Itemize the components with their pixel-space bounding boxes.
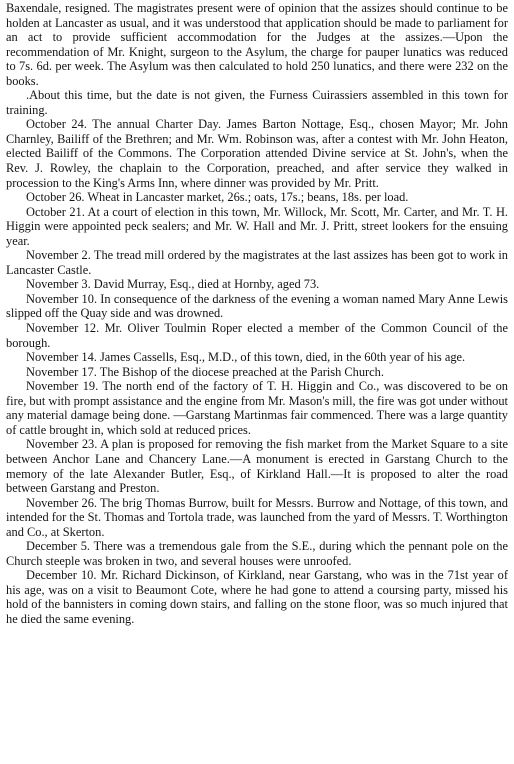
paragraph-november-26: November 26. The brig Thomas Burrow, built for Messrs. Burrow and Nottage, of this town, and intended for the St. Thomas and Tortola trade, was launched from the yard of Messrs. T. Worthington and Co., at Skerton.	[6, 495, 508, 539]
paragraph-november-10: November 10. In consequence of the darkness of the evening a woman named Mary Anne Lewis slipped off the Quay side and was drowned.	[6, 291, 508, 321]
paragraph-october-21: October 21. At a court of election in this town, Mr. Willock, Mr. Scott, Mr. Carter, and Mr. T. H. Higgin were appointed peck sealers; and Mr. W. Hall and Mr. J. Pritt, street lookers for the ensuing year.	[6, 204, 508, 248]
paragraph-november-14: November 14. James Cassells, Esq., M.D., of this town, died, in the 60th year of his age.	[26, 350, 466, 365]
paragraph-november-12: November 12. Mr. Oliver Toulmin Roper elected a member of the Common Council of the borough.	[6, 321, 508, 350]
paragraph-november-23: November 23. A plan is proposed for removing the fish market from the Market Square to a site between Anchor Lane and Chancery Lane.—A monument is erected in Garstang Church to the memory of the late Alexander Butler, Esq., of Kirkland Hall.—It is proposed to alter the road between Garstang and Preston.	[6, 437, 508, 496]
paragraph-november-19: November 19. The north end of the factory of T. H. Higgin and Co., was discovered to be on fire, but with prompt assistance and the engine from Mr. Mason's mill, the fire was got under without any material damage being done. —Garstang Martinmas fair commenced. There was a large quantity of cattle brought in, which sold at reduced prices.	[6, 379, 508, 437]
paragraph-october-24: October 24. The annual Charter Day. James Barton Nottage, Esq., chosen Mayor; Mr. John Charnley, Bailiff of the Brethren; and Mr. Wm. Robinson was, after a contest with Mr. John Heaton, elected Bailiff of the Commons. The Corporation attended Divine service at St. John's, when the Rev. J. Rowley, the chaplain to the Corporation, preached, and after service they walked in procession to the King's Arms Inn, where dinner was provided by Mr. Pritt.	[6, 117, 508, 190]
paragraph-november-2: November 2. The tread mill ordered by the magistrates at the last assizes has been got to work in Lancaster Castle.	[6, 248, 508, 277]
paragraph-december-10: December 10. Mr. Richard Dickinson, of Kirkland, near Garstang, who was in the 71st year of his age, was on a visit to Beaumont Cote, where he had gone to attend a coursing party, missed his hold of the bannisters in coming down stairs, and falling on the stone floor, was so much injured that he died the same evening.	[6, 568, 508, 626]
paragraph-december-5: December 5. There was a tremendous gale from the S.E., during which the pennant pole on the Church steeple was broken in two, and several houses were unroofed.	[6, 539, 508, 568]
paragraph-november-3: November 3. David Murray, Esq., died at Hornby, aged 73.	[26, 277, 320, 292]
paragraph-october-26: October 26. Wheat in Lancaster market, 26s.; oats, 17s.; beans, 18s. per load.	[26, 190, 409, 205]
paragraph-baxendale: Baxendale, resigned. The magistrates present were of opinion that the assizes should continue to be holden at Lancaster as usual, and it was understood that application should be made to parliament for an act to provide sufficient accommodation for the Judges at the assizes.—Upon the recommendation of Mr. Knight, surgeon to the Asylum, the charge for pauper lunatics was reduced to 7s. 6d. per week. The Asylum was then calculated to hold 250 lunatics, and there were 232 on the books.	[6, 1, 508, 88]
paragraph-furness-cuirassiers: .About this time, but the date is not given, the Furness Cuirassiers assembled in this town for training.	[6, 88, 508, 117]
paragraph-november-17: November 17. The Bishop of the diocese preached at the Parish Church.	[26, 364, 384, 379]
